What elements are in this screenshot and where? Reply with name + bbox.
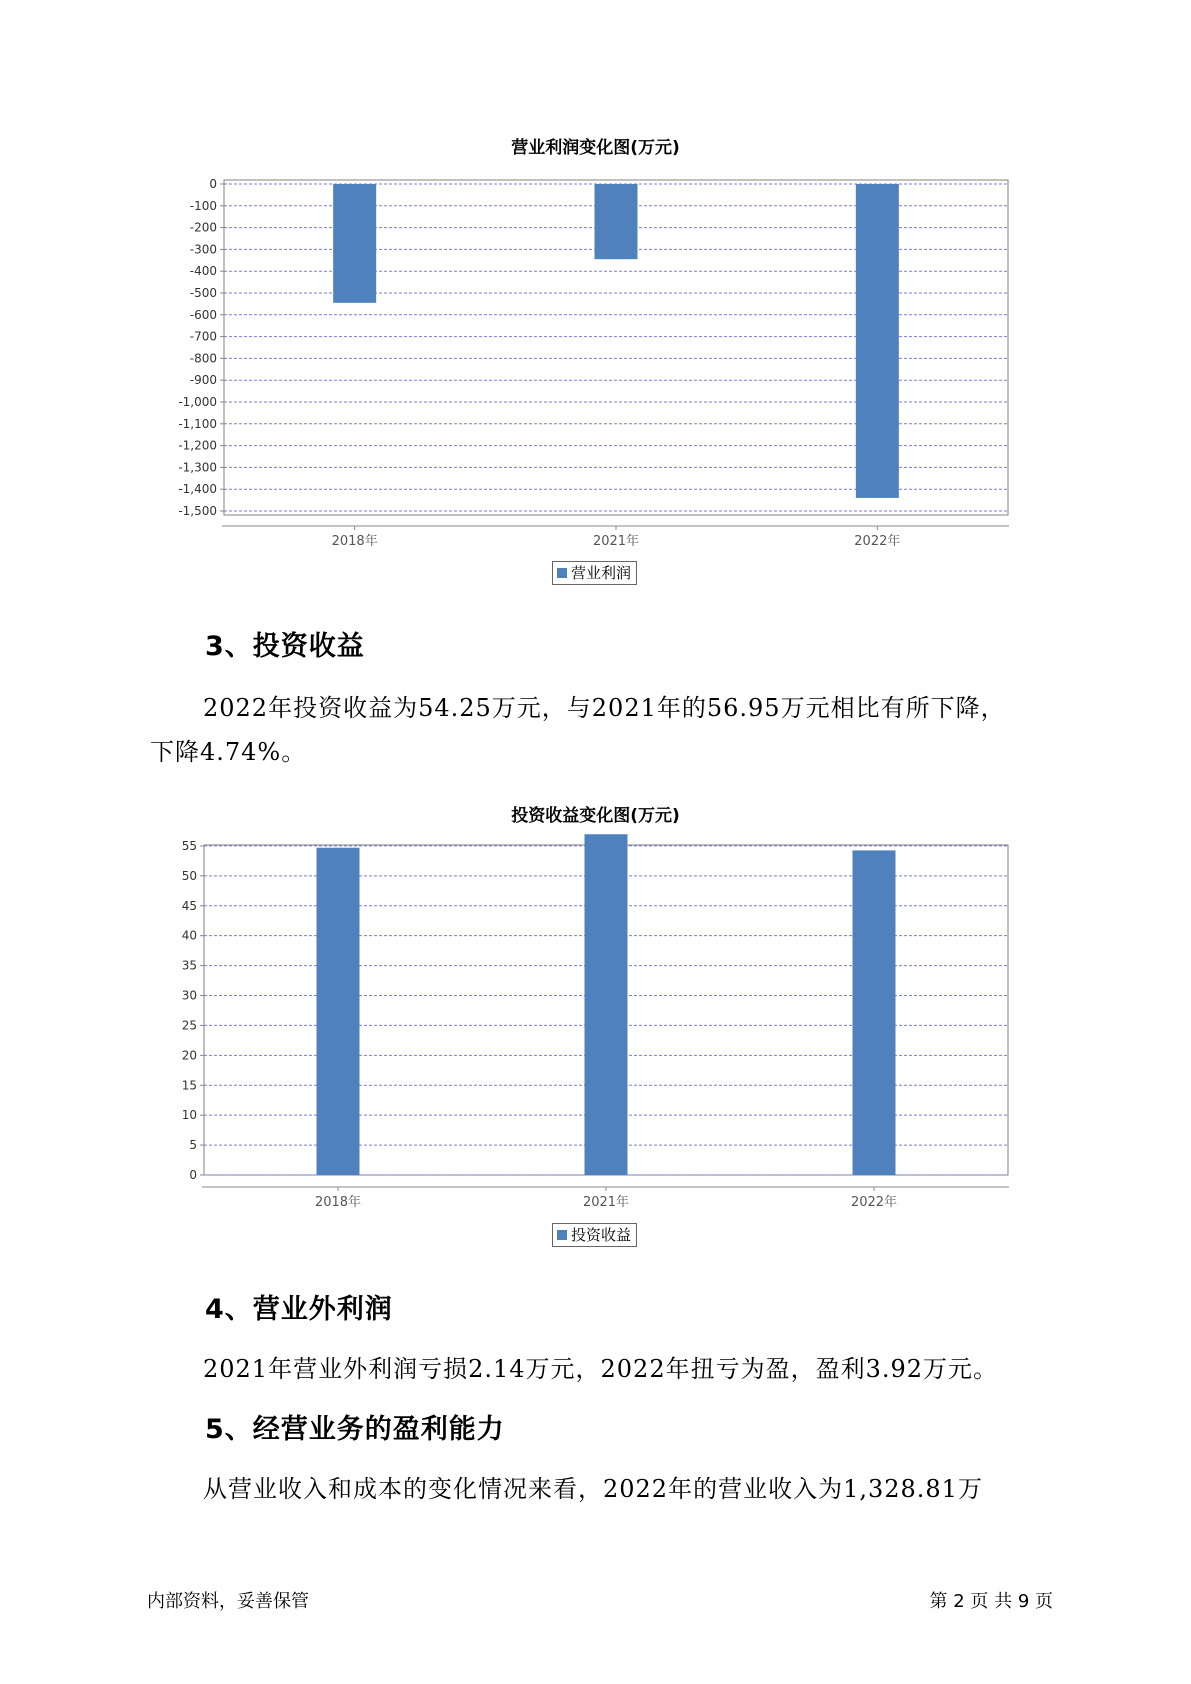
bar-2022 bbox=[853, 850, 896, 1175]
y-tick-label: 20 bbox=[181, 1048, 197, 1063]
x-tick-label: 2021年 bbox=[582, 1195, 630, 1210]
y-tick-label: -100 bbox=[189, 198, 217, 213]
y-tick-label: 25 bbox=[181, 1018, 197, 1033]
y-tick-label: -500 bbox=[189, 286, 217, 300]
section-3-paragraph-line1: 2022年投资收益为54.25万元，与2021年的56.95万元相比有所下降， bbox=[203, 694, 1006, 722]
chart2-title: 投资收益变化图(万元) bbox=[511, 806, 680, 826]
footer-page-number: 第 2 页 共 9 页 bbox=[929, 1591, 1053, 1612]
y-tick-label: 35 bbox=[181, 958, 197, 973]
bar-2018 bbox=[317, 848, 360, 1175]
y-tick-label: -1,300 bbox=[178, 460, 217, 475]
section-5-paragraph-line1: 从营业收入和成本的变化情况来看，2022年的营业收入为1,328.81万 bbox=[203, 1475, 983, 1503]
y-tick-label: -1,400 bbox=[178, 482, 217, 497]
chart2-legend-label: 投资收益 bbox=[571, 1226, 632, 1244]
y-tick-label: 50 bbox=[181, 868, 197, 883]
y-tick-label: -900 bbox=[189, 373, 217, 388]
legend-swatch bbox=[557, 1230, 567, 1240]
x-tick-label: 2022年 bbox=[854, 534, 901, 549]
chart1-legend-label: 营业利润 bbox=[571, 564, 632, 582]
y-tick-label: -1,000 bbox=[178, 395, 217, 409]
y-tick-label: 10 bbox=[181, 1108, 197, 1123]
y-tick-label: -300 bbox=[189, 242, 217, 257]
y-tick-label: 40 bbox=[181, 928, 197, 943]
y-tick-label: 5 bbox=[189, 1138, 197, 1153]
section-5-heading: 5、经营业务的盈利能力 bbox=[205, 1414, 505, 1445]
y-tick-label: 55 bbox=[181, 838, 197, 853]
x-tick-label: 2018年 bbox=[314, 1195, 362, 1210]
section-4-paragraph-line1: 2021年营业外利润亏损2.14万元，2022年扭亏为盈，盈利3.92万元。 bbox=[203, 1355, 999, 1383]
y-tick-label: 45 bbox=[181, 898, 197, 913]
section-3-paragraph-line2: 下降4.74%。 bbox=[150, 738, 307, 766]
x-tick-label: 2021年 bbox=[592, 534, 640, 549]
y-tick-label: 0 bbox=[209, 177, 217, 191]
y-tick-label: -1,200 bbox=[178, 438, 217, 453]
chart2-legend bbox=[552, 1223, 637, 1247]
y-tick-label: 30 bbox=[181, 988, 197, 1003]
bar-2021 bbox=[585, 834, 628, 1175]
y-tick-label: -1,100 bbox=[178, 416, 217, 431]
section-4-heading: 4、营业外利润 bbox=[205, 1294, 393, 1325]
y-tick-label: 0 bbox=[189, 1168, 197, 1182]
y-tick-label: 15 bbox=[181, 1078, 197, 1093]
y-tick-label: -800 bbox=[189, 351, 217, 366]
x-tick-label: 2018年 bbox=[331, 534, 378, 549]
y-tick-label: -700 bbox=[189, 329, 217, 344]
footer-confidential-note: 内部资料，妥善保管 bbox=[147, 1591, 309, 1612]
y-tick-label: -1,500 bbox=[178, 504, 217, 518]
y-tick-label: -200 bbox=[189, 220, 217, 235]
section-3-heading: 3、投资收益 bbox=[205, 631, 365, 662]
y-tick-label: -600 bbox=[189, 307, 217, 322]
y-tick-label: -400 bbox=[189, 264, 217, 279]
chart1-title: 营业利润变化图(万元) bbox=[511, 138, 680, 158]
x-tick-label: 2022年 bbox=[850, 1195, 898, 1210]
